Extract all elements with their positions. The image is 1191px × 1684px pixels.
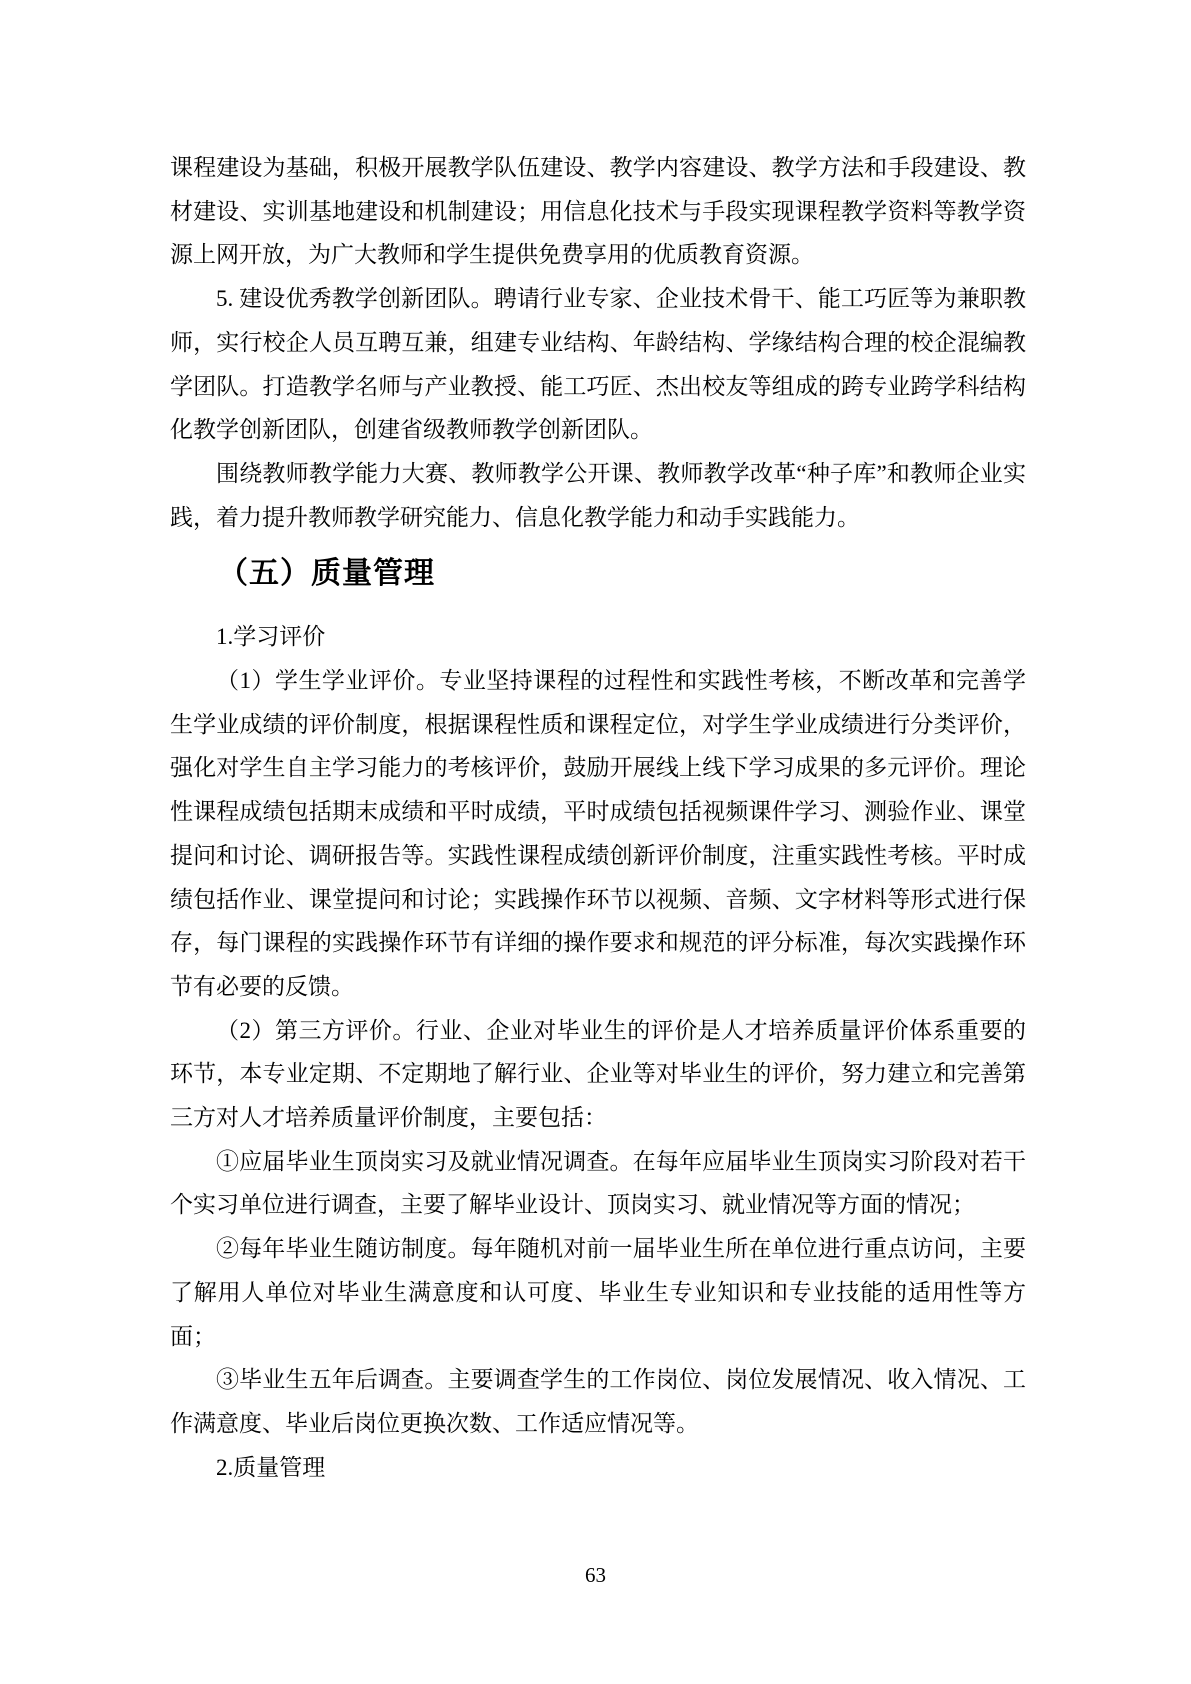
section-heading-quality-management: （五）质量管理 [218, 557, 435, 591]
paragraph-item-5: 5. 建设优秀教学创新团队。聘请行业专家、企业技术骨干、能工巧匠等为兼职教师，实行校企人员互聘互兼，组建专业结构、年龄结构、学缘结构合理的校企混编教学团队。打造教学名师与产业教授、能工巧匠、杰出校友等组成的跨专业跨学科结构化教学创新团队，创建省级教师教学创新团队。 [170, 286, 1026, 443]
subheading-quality-management: 2.质量管理 [216, 1454, 326, 1480]
paragraph-continuation: 课程建设为基础，积极开展教学队伍建设、教学内容建设、教学方法和手段建设、教材建设、实训基地建设和机制建设；用信息化技术与手段实现课程教学资料等教学资源上网开放，为广大教师和学生提供免费享用的优质教育资源。 [170, 155, 1026, 268]
document-body [170, 146, 1026, 1489]
paragraph-third-party-evaluation: （2）第三方评价。行业、企业对毕业生的评价是人才培养质量评价体系重要的环节，本专业定期、不定期地了解行业、企业等对毕业生的评价，努力建立和完善第三方对人才培养质量评价制度，主要包括： [170, 1017, 1026, 1131]
paragraph-item-3-five-year-survey: ③毕业生五年后调查。主要调查学生的工作岗位、岗位发展情况、收入情况、工作满意度、毕业后岗位更换次数、工作适应情况等。 [170, 1367, 1026, 1436]
paragraph-item-2-graduate-followup: ②每年毕业生随访制度。每年随机对前一届毕业生所在单位进行重点访问，主要了解用人单位对毕业生满意度和认可度、毕业生专业知识和专业技能的适用性等方面； [170, 1236, 1026, 1349]
paragraph-student-academic-evaluation: （1）学生学业评价。专业坚持课程的过程性和实践性考核，不断改革和完善学生学业成绩的评价制度，根据课程性质和课程定位，对学生学业成绩进行分类评价，强化对学生自主学习能力的考核评价，鼓励开展线上线下学习成果的多元评价。理论性课程成绩包括期末成绩和平时成绩，平时成绩包括视频课件学习、测验作业、课堂提问和讨论、调研报告等。实践性课程成绩创新评价制度，注重实践性考核。平时成绩包括作业、课堂提问和讨论；实践操作环节以视频、音频、文字材料等形式进行保存，每门课程的实践操作环节有详细的操作要求和规范的评分标准，每次实践操作环节有必要的反馈。 [170, 668, 1026, 999]
paragraph-item-1-internship-survey: ①应届毕业生顶岗实习及就业情况调查。在每年应届毕业生顶岗实习阶段对若干个实习单位进行调查，主要了解毕业设计、顶岗实习、就业情况等方面的情况； [170, 1148, 1026, 1218]
paragraph-teacher-practice: 围绕教师教学能力大赛、教师教学公开课、教师教学改革“种子库”和教师企业实践，着力提升教师教学研究能力、信息化教学能力和动手实践能力。 [170, 460, 1026, 530]
page-number: 63 [585, 1563, 606, 1587]
subheading-learning-evaluation: 1.学习评价 [216, 624, 326, 650]
